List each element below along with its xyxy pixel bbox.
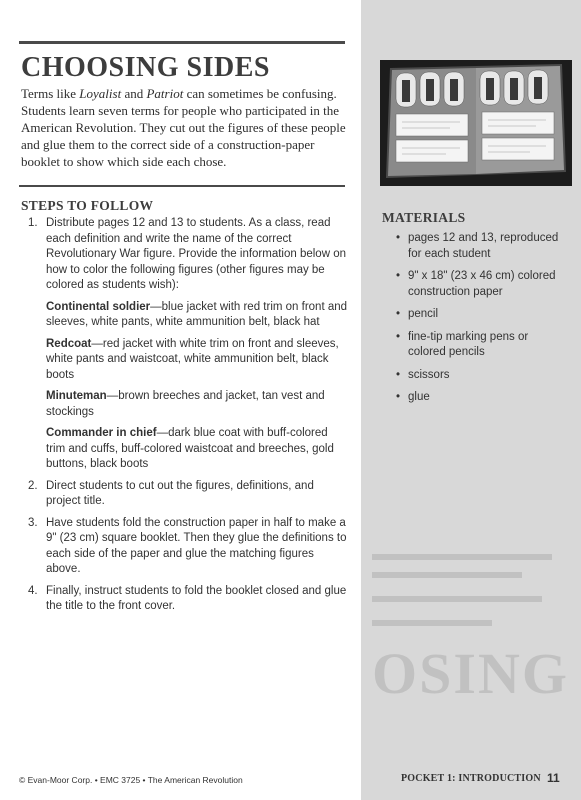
figure-name: Redcoat bbox=[46, 337, 92, 350]
title-rule bbox=[19, 41, 345, 44]
background-watermark bbox=[372, 540, 572, 720]
intro-paragraph: Terms like Loyalist and Patriot can sometimes be confusing. Students learn seven terms for people who participated in the American Revolution. They cut out the figures of these people and glue them to the correct side of a construction-paper booklet to show which side each chose. bbox=[21, 86, 346, 169]
step-item bbox=[28, 584, 350, 615]
footer-copyright: © Evan-Moor Corp. • EMC 3725 • The American Revolution bbox=[19, 775, 243, 785]
booklet-photo bbox=[380, 60, 572, 186]
step-number: 1. bbox=[28, 217, 38, 229]
intro-rule bbox=[19, 185, 345, 187]
materials-item: • glue bbox=[396, 390, 561, 406]
steps-heading: STEPS TO FOLLOW bbox=[21, 198, 154, 213]
step-text: Distribute pages 12 and 13 to students. As a class, read each definition and write the name of the correct Revolutionary War figure. Provide the information below on how to color the following figures (other figures may be colored as students wish): bbox=[46, 217, 346, 291]
materials-item: • scissors bbox=[396, 368, 561, 384]
patriot-term: Patriot bbox=[146, 86, 184, 101]
figure-description: Commander in chief—dark blue coat with buff-colored trim and cuffs, buff-colored waistcoat and breeches, gold buttons, black boots bbox=[46, 427, 334, 470]
figure-name: Continental soldier bbox=[46, 300, 151, 313]
materials-item: • 9" x 18" (23 x 46 cm) colored construction paper bbox=[396, 269, 561, 300]
page-number: 11 bbox=[547, 771, 560, 785]
step-text: Finally, instruct students to fold the booklet closed and glue the title to the front cover. bbox=[46, 584, 347, 612]
figure-description: Redcoat—red jacket with white trim on front and sleeves, white pants and waistcoat, white ammunition belt, black boots bbox=[46, 337, 339, 381]
step-text: Direct students to cut out the figures, definitions, and project title. bbox=[46, 479, 314, 507]
figure-description: Minuteman—brown breeches and jacket, tan vest and stockings bbox=[46, 390, 325, 418]
materials-item: • pages 12 and 13, reproduced for each student bbox=[396, 231, 561, 262]
materials-heading: MATERIALS bbox=[382, 210, 466, 225]
figure-name: Minuteman bbox=[46, 390, 107, 402]
step-item bbox=[28, 516, 350, 578]
figure-name: Commander in chief bbox=[46, 427, 157, 439]
materials-list bbox=[396, 231, 561, 413]
step-item bbox=[28, 216, 350, 473]
loyalist-term: Loyalist bbox=[79, 86, 122, 101]
watermark-word: OSING bbox=[372, 641, 569, 706]
materials-item: • pencil bbox=[396, 307, 561, 323]
step-number: 3. bbox=[28, 516, 38, 529]
step-item bbox=[28, 479, 350, 510]
step-number: 4. bbox=[28, 584, 38, 597]
page-title: CHOOSING SIDES bbox=[21, 52, 270, 83]
steps-list bbox=[28, 216, 350, 621]
figure-description: Continental soldier—blue jacket with red trim on front and sleeves, white pants, white ammunition belt, black hat bbox=[46, 300, 348, 328]
step-text: Have students fold the construction paper in half to make a 9" (23 cm) square booklet. Then they glue the definitions to each side of the paper and glue the matching figures above. bbox=[46, 516, 347, 575]
step-number: 2. bbox=[28, 479, 38, 492]
materials-item: • fine-tip marking pens or colored pencils bbox=[396, 330, 561, 361]
footer-section: POCKET 1: INTRODUCTION bbox=[401, 773, 541, 784]
